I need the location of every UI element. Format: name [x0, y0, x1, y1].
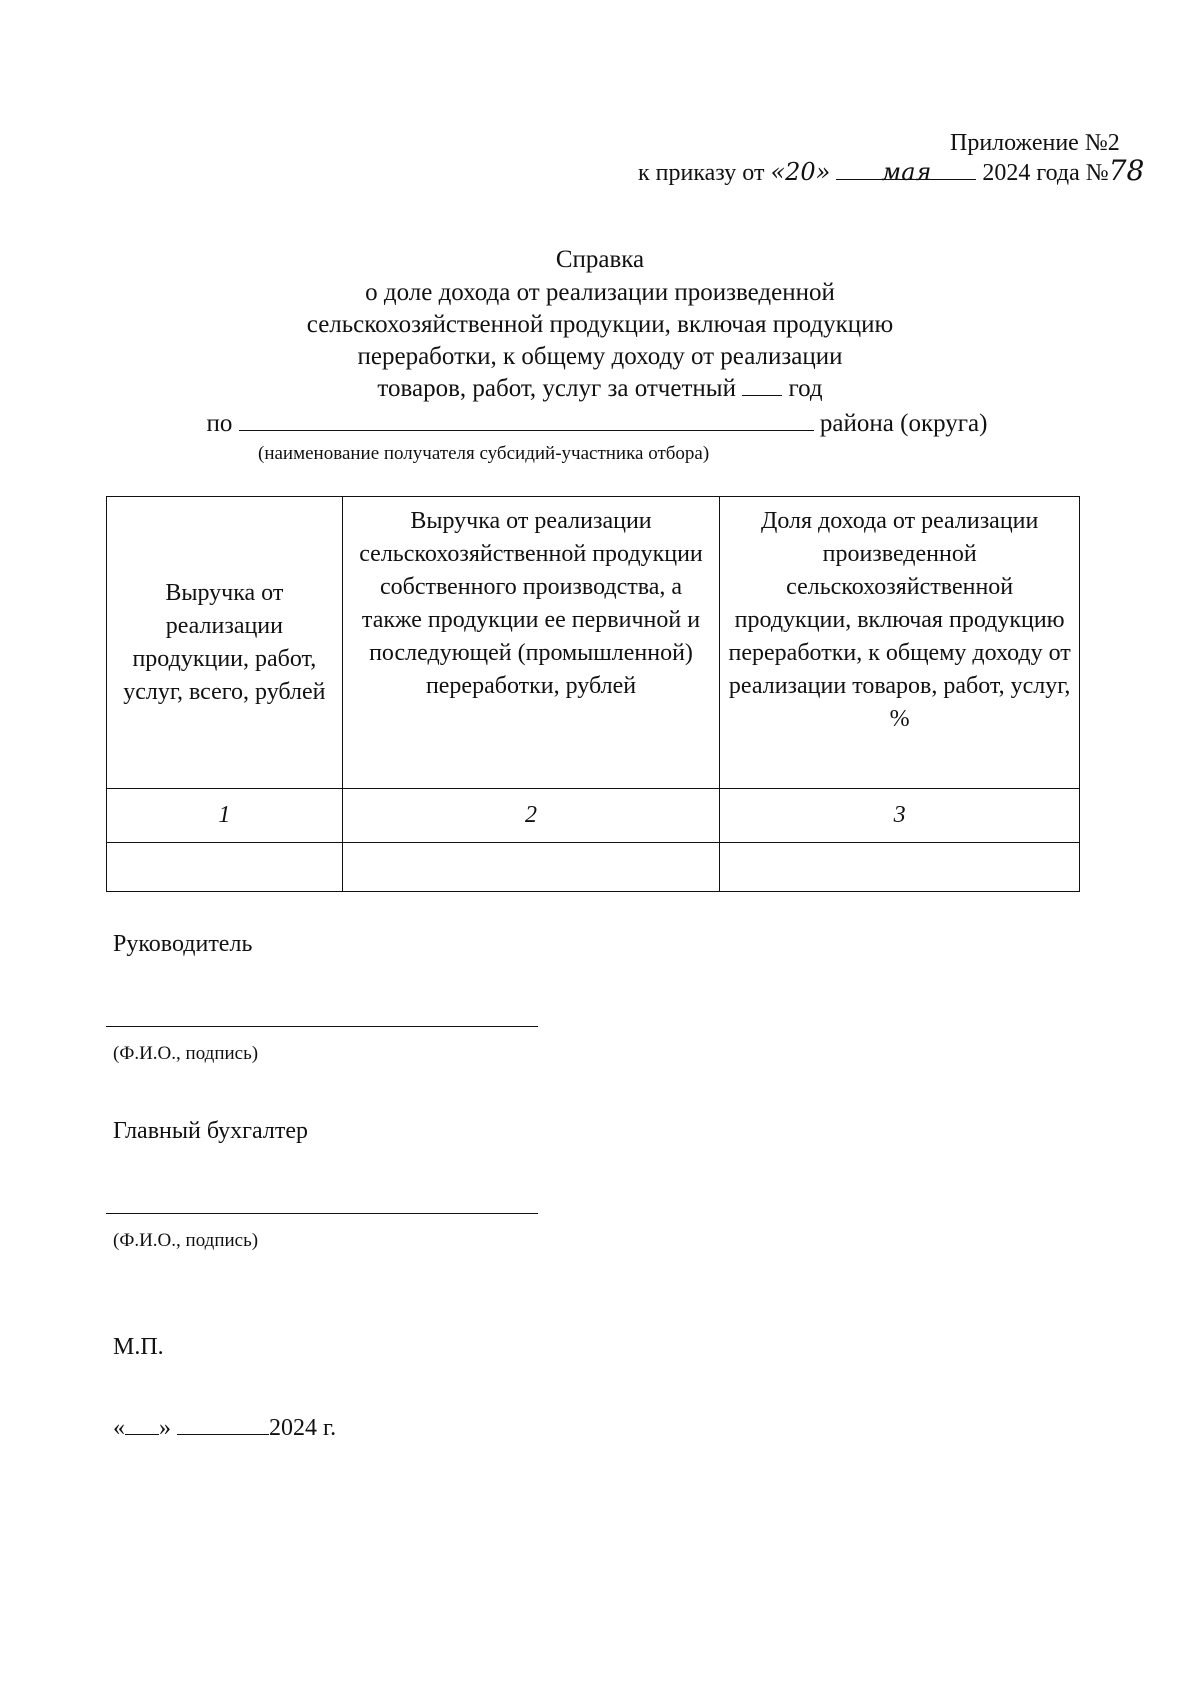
order-year: 2024 года № [982, 160, 1109, 186]
head-signature-caption: (Ф.И.О., подпись) [113, 1043, 259, 1064]
order-reference [638, 156, 1144, 188]
year-blank [742, 373, 782, 396]
table-value-row [107, 843, 1080, 892]
header-total-revenue: Выручка от реализации продукции, работ, услуг, всего, рублей [107, 497, 343, 789]
title-line-1: о доле дохода от реализации произведенной [365, 279, 835, 306]
date-year: 2024 г. [269, 1415, 337, 1441]
order-number-handwritten: 78 [1108, 154, 1145, 187]
recipient-prefix: по [206, 410, 233, 437]
title-line-4-post: год [788, 375, 823, 402]
date-day-blank [125, 1412, 159, 1435]
date-close-quote: » [159, 1415, 171, 1441]
stamp-place: М.П. [113, 1334, 164, 1360]
value-income-share[interactable] [720, 843, 1080, 892]
date-month-blank [177, 1412, 269, 1435]
accountant-signature-caption: (Ф.И.О., подпись) [113, 1230, 259, 1251]
recipient-line [0, 408, 1197, 440]
signature-date [113, 1412, 336, 1442]
date-open-quote: « [113, 1415, 125, 1441]
value-agri-revenue[interactable] [342, 843, 720, 892]
document-title: Справка [555, 246, 645, 273]
title-line-3: переработки, к общему доходу от реализации [357, 343, 843, 370]
accountant-label: Главный бухгалтер [113, 1118, 308, 1144]
revenue-share-table [106, 496, 1080, 892]
head-signature-line [106, 1026, 538, 1027]
title-line-4 [0, 373, 1200, 405]
appendix-title: Приложение №2 [950, 130, 1120, 156]
column-number-3: 3 [720, 789, 1080, 843]
table-number-row [107, 789, 1080, 843]
title-line-2: сельскохозяйственной продукции, включая продукцию [306, 311, 894, 338]
value-total-revenue[interactable] [107, 843, 343, 892]
title-line-4-pre: товаров, работ, услуг за отчетный [377, 375, 736, 402]
header-income-share: Доля дохода от реализации произведенной сельскохозяйственной продукции, включая продукцию переработки, к общему доходу от реализации товаров, работ, услуг, % [720, 497, 1080, 789]
recipient-blank [239, 408, 814, 431]
order-month-handwritten: мая [881, 158, 932, 186]
header-agri-revenue: Выручка от реализации сельскохозяйственной продукции собственного производства, а также продукции ее первичной и последующей (промышленной) переработки, рублей [342, 497, 720, 789]
column-number-1: 1 [107, 789, 343, 843]
order-day-handwritten: «20» [770, 158, 831, 186]
table-header-row [107, 497, 1080, 789]
order-month-line [836, 157, 976, 186]
column-number-2: 2 [342, 789, 720, 843]
order-prefix: к приказу от [638, 160, 765, 186]
recipient-suffix: района (округа) [819, 410, 988, 437]
recipient-caption: (наименование получателя субсидий-участника отбора) [258, 443, 710, 464]
head-label: Руководитель [113, 931, 253, 957]
accountant-signature-line [106, 1213, 538, 1214]
